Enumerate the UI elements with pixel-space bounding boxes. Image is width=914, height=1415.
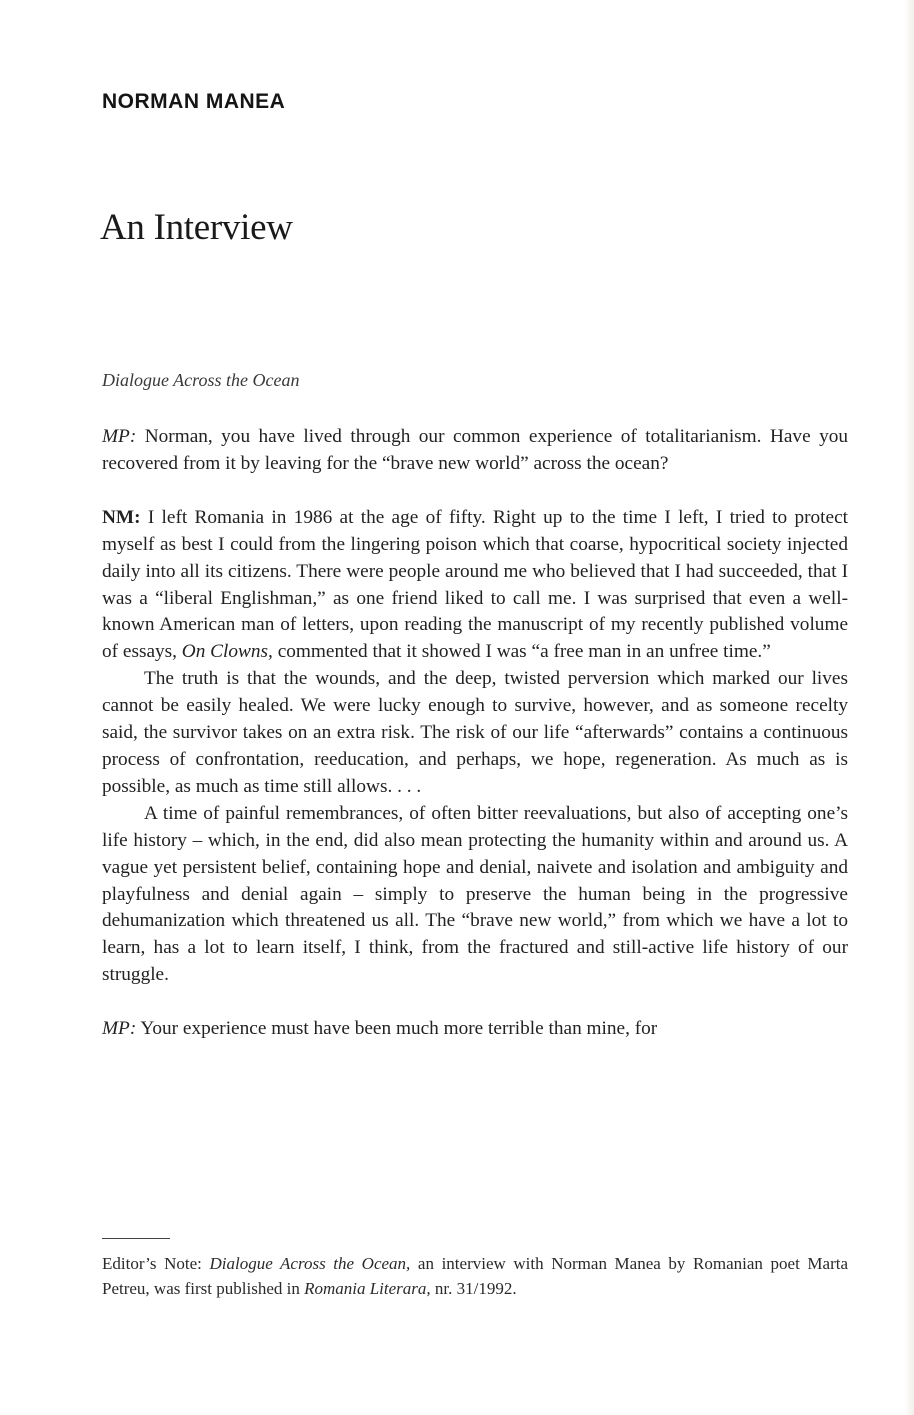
speaker-mp-label: MP:	[102, 1018, 137, 1040]
paragraph-mp-question-1	[102, 424, 848, 478]
paragraph-text: I left Romania in 1986 at the age of fifty. Right up to the time I left, I tried to protect myself as best I could from the lingering poison which that coarse, hypocritical society injected daily into all its citizens. There were people around me who believed that I had succeeded, that I was a “liberal Englishman,” as one friend liked to call me. I was surprised that even a well-known American man of letters, upon reading the manuscript of my recently published volume of essays,	[102, 506, 848, 663]
footnote-citation: nr. 31/1992.	[430, 1279, 517, 1298]
article-title: An Interview	[100, 207, 293, 248]
footnote-lead: Editor’s Note:	[102, 1254, 210, 1273]
page-edge-shadow	[904, 0, 914, 1415]
speaker-mp-label: MP:	[102, 426, 137, 447]
paragraph-nm-answer-3	[102, 801, 848, 989]
author-name: NORMAN MANEA	[102, 90, 286, 113]
interview-body	[102, 424, 848, 1043]
paragraph-text: commented that it showed I was “a free man in an unfree time.”	[272, 641, 771, 663]
paragraph-nm-answer-1	[102, 505, 848, 666]
speaker-nm-label: NM:	[102, 506, 141, 528]
book-title: On Clowns,	[181, 641, 273, 663]
footnote-divider	[102, 1238, 170, 1239]
footnote-text: an interview with Norman Manea by Romanian poet Marta Petreu, was first published in	[102, 1254, 848, 1298]
footnote-journal-title: Romania Literara,	[304, 1279, 431, 1298]
section-title: Dialogue Across the Ocean	[102, 370, 300, 390]
paragraph-text: Your experience must have been much more terrible than mine, for	[136, 1018, 658, 1040]
paragraph-text: Norman, you have lived through our common experience of totalitarianism. Have you recovered from it by leaving for the “brave new world” across the ocean?	[102, 426, 848, 474]
paragraph-text: The truth is that the wounds, and the deep, twisted perversion which marked our lives cannot be easily healed. We were lucky enough to survive, however, and as someone recelty said, the survivor takes on an extra risk. The risk of our life “afterwards” contains a continuous process of confrontation, reeducation, and perhaps, we hope, regeneration. As much as is possible, as much as time still allows. . . .	[102, 668, 848, 797]
paragraph-mp-question-2	[102, 1016, 848, 1043]
paragraph-nm-answer-2	[102, 666, 848, 801]
footnote-work-title: Dialogue Across the Ocean,	[209, 1254, 411, 1273]
editors-note	[102, 1251, 848, 1301]
paragraph-text: A time of painful remembrances, of often bitter reevaluations, but also of accepting one’s life history – which, in the end, did also mean protecting the humanity within and around us. A vague yet persistent belief, containing hope and denial, naivete and isolation and ambiguity and playfulness and denial again – simply to preserve the human being in the progressive dehumanization which threatened us all. The “brave new world,” from which we have a lot to learn, has a lot to learn itself, I think, from the fractured and still-active life history of our struggle.	[102, 802, 848, 986]
